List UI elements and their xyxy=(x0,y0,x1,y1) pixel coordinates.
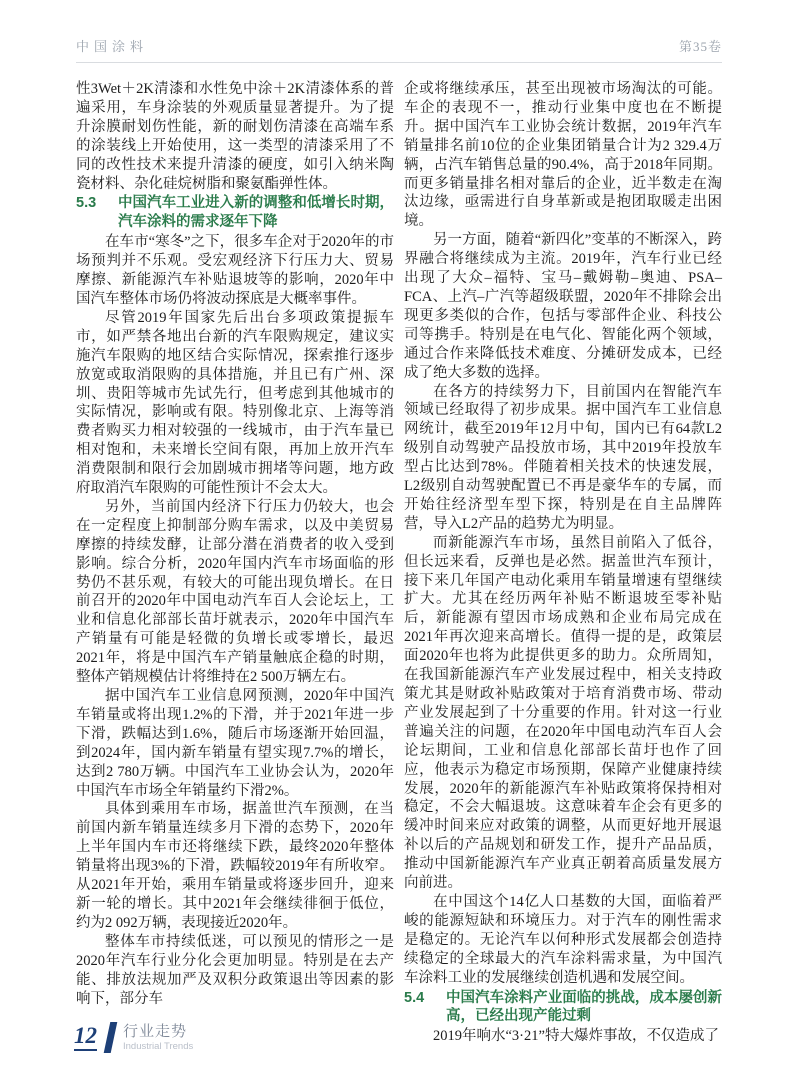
footer-divider-bar xyxy=(104,1022,118,1053)
paragraph: 而新能源汽车市场，虽然目前陷入了低谷，但长远来看，反弹也是必然。据盖世汽车预计，接下来几年国产电动化乘用车销量增速有望继续扩大。尤其在经历两年补贴不断退坡至零补贴后，新能源有望因市场成熟和企业布局完成在2021年再次迎来高增长。值得一提的是，政策层面2020年也将为此提供更多的助力。众所周知，在我国新能源汽车产业发展过程中，相关支持政策尤其是财政补贴政策对于培育消费市场、带动产业发展起到了十分重要的作用。针对这一行业普遍关注的问题，在2020年中国电动汽车百人会论坛期间，工业和信息化部部长苗圩也作了回应，他表示为稳定市场预期，保障产业健康持续发展，2020年的新能源汽车补贴政策将保持相对稳定，不会大幅退坡。这意味着车企会有更多的缓冲时间来应对政策的调整，从而更好地开展退补以后的产品规划和研发工作，提升产品品质，推动中国新能源汽车产业真正朝着高质量发展方向前进。 xyxy=(404,534,722,892)
paragraph: 在各方的持续努力下，目前国内在智能汽车领域已经取得了初步成果。据中国汽车工业信息网统计，截至2019年12月中旬，国内已有64款L2级别自动驾驶产品投放市场，其中2019年投放车型占比达到78%。伴随着相关技术的快速发展，L2级别自动驾驶配置已不再是豪华车的专属，而开始往经济型车型下探，特别是在自主品牌阵营，导入L2产品的趋势尤为明显。 xyxy=(404,383,722,532)
paragraph: 整体车市持续低迷，可以预见的情形之一是2020年汽车行业分化会更加明显。特别是在去产能、排放法规加严及双积分政策退出等因素的影响下，部分车 xyxy=(76,933,394,1007)
paragraph: 企或将继续承压，甚至出现被市场淘汰的可能。车企的表现不一，推动行业集中度也在不断提升。据中国汽车工业协会统计数据，2019年汽车销量排名前10位的企业集团销量合计为2 329.4万辆，占汽车销售总量的90.4%，高于2018年同期。而更多销量排名相对靠后的企业，近半数走在淘汰边缘，亟需进行自身革新或是抱团取暖走出困境。 xyxy=(404,81,722,230)
section-number: 5.3 xyxy=(76,195,97,212)
page-footer xyxy=(74,1022,193,1053)
footer-section-subtitle: Industrial Trends xyxy=(123,1040,194,1052)
article-body xyxy=(76,80,722,1046)
paragraph: 在中国这个14亿人口基数的大国，面临着严峻的能源短缺和环境压力。对于汽车的刚性需求是稳定的。无论汽车以何种形式发展都会创造持续稳定的全球最大的汽车涂料需求量，为中国汽车涂料工业的发展继续创造机遇和发展空间。 xyxy=(404,893,722,986)
running-head xyxy=(76,36,722,63)
section-heading-5-4 xyxy=(404,989,722,1027)
paragraph: 另外，当前国内经济下行压力仍较大，也会在一定程度上抑制部分购车需求，以及中美贸易摩擦的持续发酵，让部分潜在消费者的收入受到影响。综合分析，2020年国内汽车市场面临的形势仍不甚乐观，有较大的可能出现负增长。在日前召开的2020年中国电动汽车百人会论坛上，工业和信息化部部长苗圩就表示，2020年中国汽车产销量有可能是轻微的负增长或零增长，最迟2021年，将是中国汽车产销量触底企稳的时期，整体产销规模估计将维持在2 500万辆左右。 xyxy=(76,498,394,686)
paragraph: 据中国汽车工业信息网预测，2020年中国汽车销量或将出现1.2%的下滑，并于2021年进一步下滑，跌幅达到1.6%，随后市场逐渐开始回温，到2024年，国内新车销量有望实现7.7%的增长，达到2 780万辆。中国汽车工业协会认为，2020年中国汽车市场全年销量约下滑2%。 xyxy=(76,688,394,799)
page-number: 12 xyxy=(74,1024,97,1051)
journal-title: 中国涂料 xyxy=(76,39,149,54)
section-heading-5-3 xyxy=(76,194,394,232)
paragraph: 在车市“寒冬”之下，很多车企对于2020年的市场预判并不乐观。受宏观经济下行压力大、贸易摩擦、新能源汽车补贴退坡等的影响，2020年中国汽车整体市场仍将波动探底是大概率事件。 xyxy=(76,234,394,307)
footer-section xyxy=(123,1024,193,1052)
paragraph: 另一方面，随着“新四化”变革的不断深入，跨界融合将继续成为主流。2019年，汽车行业已经出现了大众–福特、宝马–戴姆勒–奥迪、PSA–FCA、上汽–广汽等超级联盟，2020年不排除会出现更多类似的合作，包括与零部件企业、科技公司等携手。特别是在电气化、智能化两个领域，通过合作来降低技术难度、分摊研发成本，已经成了绝大多数的选择。 xyxy=(404,232,722,381)
right-column xyxy=(404,80,722,1046)
left-column xyxy=(76,80,394,1046)
section-number: 5.4 xyxy=(404,989,425,1006)
section-title: 中国汽车工业进入新的调整和低增长时期，汽车涂料的需求逐年下降 xyxy=(118,195,394,231)
paragraph: 具体到乘用车市场，据盖世汽车预测，在当前国内新车销量连续多月下滑的态势下，2020年上半年国内车市还将继续下跌，最终2020年整体销量将出现3%的下滑，跌幅较2019年有所收窄。从2021年开始，乘用车销量或将逐步回升，迎来新一轮的增长。其中2021年会继续徘徊于低位，约为2 092万辆，表现接近2020年。 xyxy=(76,801,394,931)
footer-section-title: 行业走势 xyxy=(123,1023,188,1040)
volume-label: 第35卷 xyxy=(678,39,722,54)
section-title: 中国汽车涂料产业面临的挑战，成本屡创新高，已经出现产能过剩 xyxy=(446,989,722,1025)
paragraph: 性3Wet＋2K清漆和水性免中涂＋2K清漆体系的普遍采用，车身涂装的外观质量显著提升。为了提升涂膜耐划伤性能，新的耐划伤清漆在高端车系的涂装线上开始使用，这一类型的清漆采用了不同的改性技术来提升清漆的硬度，如引入纳米陶瓷材料、杂化硅烷树脂和聚氨酯弹性体。 xyxy=(76,81,394,192)
paragraph: 尽管2019年国家先后出台多项政策提振车市，如严禁各地出台新的汽车限购规定，建议实施汽车限购的地区结合实际情况，探索推行逐步放宽或取消限购的具体措施，并且已有广州、深圳、贵阳等城市先试先行，但考虑到其他城市的实际情况，影响或有限。特别像北京、上海等消费者购买力相对较强的一线城市，由于汽车量已相对饱和，未来增长空间有限，再加上放开汽车消费限制和限行会加剧城市拥堵等问题，地方政府取消汽车限购的可能性预计不会太大。 xyxy=(76,309,394,497)
paragraph: 2019年响水“3·21”特大爆炸事故，不仅造成了 xyxy=(433,1028,719,1045)
